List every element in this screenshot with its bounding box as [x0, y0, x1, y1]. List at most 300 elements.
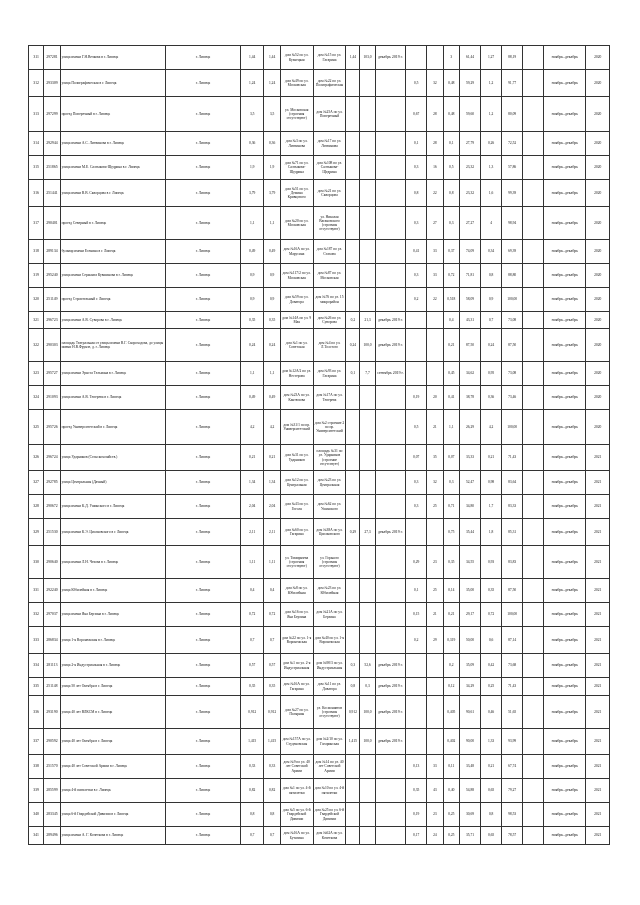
segment-start: дом №52 по ул. Кузнецкая	[280, 46, 313, 70]
city-name: г. Липецк	[166, 180, 241, 207]
repaired-length: 0,1	[346, 362, 360, 386]
blank-cell	[523, 70, 544, 97]
repaired-length	[346, 579, 360, 603]
length-target: 0,8	[481, 803, 502, 827]
table-row	[29, 627, 610, 654]
road-id-code: 297299	[44, 97, 60, 132]
planned-length: 0,15	[406, 603, 427, 627]
city-name: г. Липецк	[166, 312, 241, 329]
segment-start: дом №16А по ул. Бутягина	[280, 827, 313, 845]
length-target: 0,24	[481, 329, 502, 362]
street-name: улица 40 лет Советской Армии в г. Липецк	[60, 755, 165, 779]
planned-length: 0,3	[406, 495, 427, 519]
road-length: 0,24	[240, 329, 263, 362]
segment-end: дом №10 по ул. 4-й пятилетки	[313, 779, 346, 803]
segment-start: дом №31/1 по пр. Университетский	[280, 410, 313, 445]
segment-start: ул. Московская (строения отсутствуют)	[280, 97, 313, 132]
percent-normative: 27,27	[459, 207, 480, 240]
city-name: г. Липецк	[166, 132, 241, 156]
percent-target: 91,77	[502, 70, 523, 97]
blank-cell	[523, 312, 544, 329]
repaired-percent	[360, 156, 375, 180]
segment-start: ул. Тимирязева (строения отсутствуют)	[280, 546, 313, 579]
table-row	[29, 156, 610, 180]
road-length: 0,82	[240, 779, 263, 803]
road-id-code: 289496	[44, 827, 60, 845]
work-year: 2020	[586, 180, 610, 207]
repaired-percent: 52,6	[360, 654, 375, 678]
road-id-code: 297037	[44, 603, 60, 627]
planned-length	[406, 312, 427, 329]
row-number: 332	[29, 603, 44, 627]
road-length: 0,49	[240, 386, 263, 410]
blank-cell	[523, 579, 544, 603]
repaired-percent	[360, 495, 375, 519]
table-row	[29, 779, 610, 803]
city-name: г. Липецк	[166, 627, 241, 654]
percent-target: 83,83	[502, 546, 523, 579]
planned-length: 0,3	[406, 156, 427, 180]
percent-normative: 34,62	[459, 362, 480, 386]
road-id-code: 251570	[44, 755, 60, 779]
length-normative: 0,12	[443, 678, 459, 696]
percent-target: 100,00	[502, 288, 523, 312]
length-normative: 0,45	[443, 362, 459, 386]
table-row	[29, 180, 610, 207]
table-row	[29, 46, 610, 70]
work-year: 2021	[586, 827, 610, 845]
repaired-percent: 103,0	[360, 46, 375, 70]
percent-target: 57,86	[502, 156, 523, 180]
blank-cell	[523, 779, 544, 803]
planned-percent: 35	[427, 445, 443, 471]
percent-target: 72,52	[502, 132, 523, 156]
percent-normative: 35,00	[459, 579, 480, 603]
work-period: ноябрь–декабрь	[544, 678, 586, 696]
planned-percent: 21	[427, 410, 443, 445]
segment-end: дом №187 по ул. Стахова	[313, 240, 346, 264]
length-target: 0,6	[481, 627, 502, 654]
repaired-length: 0,912	[346, 696, 360, 729]
road-length-total: 0,33	[264, 755, 280, 779]
road-id-code: 296724	[44, 445, 60, 471]
percent-normative: 33,33	[459, 445, 480, 471]
segment-start: дом №5 по ул. 6-й Гвардейской Дивизии	[280, 803, 313, 827]
row-number: 313	[29, 97, 44, 132]
row-number: 325	[29, 410, 44, 445]
repaired-length: 1,44	[346, 46, 360, 70]
city-name: г. Липецк	[166, 288, 241, 312]
blank-cell	[523, 696, 544, 729]
road-length-total: 0,72	[264, 603, 280, 627]
percent-target: 73,08	[502, 362, 523, 386]
percent-target: 71,43	[502, 445, 523, 471]
repaired-length	[346, 70, 360, 97]
work-period: ноябрь–декабрь	[544, 779, 586, 803]
percent-target: 51,65	[502, 696, 523, 729]
planned-percent	[427, 678, 443, 696]
percent-target: 67,74	[502, 755, 523, 779]
repair-date	[375, 755, 405, 779]
planned-percent	[427, 46, 443, 70]
segment-start: дом №1 по ул. 4-й пятилетки	[280, 779, 313, 803]
planned-percent: 21	[427, 603, 443, 627]
segment-end: дом №108 по ул. Салтыкова-Щедрина	[313, 156, 346, 180]
blank-cell	[523, 329, 544, 362]
work-period: ноябрь–декабрь	[544, 445, 586, 471]
percent-normative: 34,80	[459, 495, 480, 519]
planned-percent: 25	[427, 495, 443, 519]
length-normative: 0,1	[443, 132, 459, 156]
length-normative: 0,21	[443, 329, 459, 362]
row-number: 328	[29, 495, 44, 519]
segment-start: дом №20 по ул. Московская	[280, 207, 313, 240]
work-year: 2020	[586, 312, 610, 329]
work-year: 2020	[586, 70, 610, 97]
percent-normative: 27,79	[459, 132, 480, 156]
road-length-total: 2,11	[264, 519, 280, 546]
work-year: 2021	[586, 495, 610, 519]
table-row	[29, 729, 610, 755]
percent-target: 88,80	[502, 264, 523, 288]
city-name: г. Липецк	[166, 696, 241, 729]
repair-date	[375, 546, 405, 579]
work-year: 2021	[586, 729, 610, 755]
planned-length: 0,07	[406, 445, 427, 471]
segment-start: дом №12 по ул. Центральная	[280, 471, 313, 495]
repaired-length: 0,24	[346, 329, 360, 362]
segment-start: дом №43 по ул. Гоголя	[280, 495, 313, 519]
work-period: ноябрь–декабрь	[544, 579, 586, 603]
percent-normative: 35,71	[459, 827, 480, 845]
road-length-total: 3,79	[264, 180, 280, 207]
city-name: г. Липецк	[166, 827, 241, 845]
repaired-length: 0,3	[346, 654, 360, 678]
road-id-code: 251148	[44, 678, 60, 696]
percent-target: 98,53	[502, 803, 523, 827]
planned-percent: 25	[427, 579, 443, 603]
street-name: проезд Строительный г. Липецк	[60, 288, 165, 312]
length-target: 0,36	[481, 386, 502, 410]
table-row	[29, 386, 610, 410]
work-period: ноябрь–декабрь	[544, 97, 586, 132]
road-length: 1,34	[240, 471, 263, 495]
road-length: 1,24	[240, 70, 263, 97]
repaired-percent	[360, 827, 375, 845]
planned-percent	[427, 654, 443, 678]
road-id-code: 290303	[44, 329, 60, 362]
road-length-total: 0,49	[264, 386, 280, 410]
segment-start: дом №1 по ул. Советская	[280, 329, 313, 362]
repaired-length	[346, 627, 360, 654]
planned-length: 0,3	[406, 207, 427, 240]
blank-cell	[523, 240, 544, 264]
planned-percent: 23	[427, 546, 443, 579]
blank-cell	[523, 519, 544, 546]
percent-target: 87,50	[502, 579, 523, 603]
repaired-percent	[360, 546, 375, 579]
city-name: г. Липецк	[166, 207, 241, 240]
table-row	[29, 410, 610, 445]
city-name: г. Липецк	[166, 70, 241, 97]
road-id-code: 293309	[44, 70, 60, 97]
segment-end: дом №2 строение 2 по пр. Университетский	[313, 410, 346, 445]
row-number: 330	[29, 546, 44, 579]
segment-end: дом №25А по ул. Поперечный	[313, 97, 346, 132]
repaired-percent	[360, 755, 375, 779]
street-name: улица 40 лет ВЛКСМ в г. Липецк	[60, 696, 165, 729]
road-length-total: 0,21	[264, 445, 280, 471]
segment-end: дом №38А по ул. Циолковского	[313, 519, 346, 546]
table-row	[29, 654, 610, 678]
row-number: 338	[29, 755, 44, 779]
table-row	[29, 696, 610, 729]
road-length-total: 1,24	[264, 70, 280, 97]
percent-target: 79,27	[502, 779, 523, 803]
table-row	[29, 362, 610, 386]
repaired-percent	[360, 410, 375, 445]
segment-end: дом №17А по ул. Теперева	[313, 386, 346, 410]
work-period: ноябрь–декабрь	[544, 471, 586, 495]
road-length-total: 0,7	[264, 827, 280, 845]
planned-length: 0,1	[406, 579, 427, 603]
road-length: 0,35	[240, 312, 263, 329]
segment-start: дом №9 по ул. 40 лет Советской Армии	[280, 755, 313, 779]
length-normative: 0,48	[443, 70, 459, 97]
length-target: 0,9	[481, 288, 502, 312]
length-normative: 0,35	[443, 546, 459, 579]
road-id-code: 297281	[44, 46, 60, 70]
length-target: 0,98	[481, 471, 502, 495]
length-target: 0,65	[481, 827, 502, 845]
row-number: 315	[29, 156, 44, 180]
length-target: 0,35	[481, 579, 502, 603]
row-number: 322	[29, 329, 44, 362]
percent-normative: 71,81	[459, 264, 480, 288]
repaired-percent: 100,0	[360, 729, 375, 755]
repaired-length	[346, 827, 360, 845]
planned-length	[406, 678, 427, 696]
work-year: 2020	[586, 288, 610, 312]
length-target: 1,6	[481, 180, 502, 207]
length-normative: 0,41	[443, 386, 459, 410]
street-name: проезд Поперечный в г. Липецк	[60, 97, 165, 132]
work-period: ноябрь–декабрь	[544, 654, 586, 678]
road-length-total: 1,11	[264, 546, 280, 579]
repaired-percent	[360, 240, 375, 264]
blank-cell	[523, 678, 544, 696]
planned-percent	[427, 312, 443, 329]
planned-percent: 32	[427, 471, 443, 495]
segment-start: дом №27 по ул. Полярная	[280, 696, 313, 729]
blank-cell	[523, 627, 544, 654]
percent-normative: 43,31	[459, 312, 480, 329]
road-length-total: 1,415	[264, 729, 280, 755]
road-id-code: 290672	[44, 495, 60, 519]
blank-cell	[523, 264, 544, 288]
road-length-total: 0,35	[264, 678, 280, 696]
road-length-total: 4,2	[264, 410, 280, 445]
row-number: 321	[29, 312, 44, 329]
city-name: г. Липецк	[166, 495, 241, 519]
length-target: 0,65	[481, 779, 502, 803]
blank-cell	[523, 46, 544, 70]
table-row	[29, 264, 610, 288]
length-target: 0,7	[481, 312, 502, 329]
repaired-percent	[360, 97, 375, 132]
row-number: 320	[29, 288, 44, 312]
percent-normative: 54,88	[459, 779, 480, 803]
row-number: 324	[29, 386, 44, 410]
percent-normative: 87,50	[459, 329, 480, 362]
planned-length	[406, 696, 427, 729]
length-target: 0,93	[481, 546, 502, 579]
segment-start: дом №16 по ул. Яна Берзина	[280, 603, 313, 627]
street-name: улица имени Л.Н. Чехова в г. Липецк	[60, 546, 165, 579]
repair-date	[375, 827, 405, 845]
planned-percent	[427, 519, 443, 546]
planned-percent: 20	[427, 386, 443, 410]
road-length: 1,415	[240, 729, 263, 755]
repaired-percent	[360, 471, 375, 495]
work-period: ноябрь–декабрь	[544, 240, 586, 264]
road-length: 0,33	[240, 755, 263, 779]
percent-normative: 74,09	[459, 240, 480, 264]
road-length: 0,4	[240, 579, 263, 603]
segment-end: дом №25 по ул. 6-й Гвардейской Дивизии	[313, 803, 346, 827]
blank-cell	[523, 654, 544, 678]
work-year: 2020	[586, 240, 610, 264]
length-target: 0,72	[481, 603, 502, 627]
table-row	[29, 579, 610, 603]
planned-length: 0,1	[406, 132, 427, 156]
repaired-percent	[360, 386, 375, 410]
length-normative: 0,518	[443, 288, 459, 312]
road-length-total: 1,1	[264, 207, 280, 240]
road-id-code: 292785	[44, 471, 60, 495]
work-period: ноябрь–декабрь	[544, 495, 586, 519]
segment-end: дом №62 по ул. Ушинского	[313, 495, 346, 519]
planned-percent: 29	[427, 627, 443, 654]
work-period: ноябрь–декабрь	[544, 46, 586, 70]
planned-length	[406, 329, 427, 362]
length-target: 1,27	[481, 46, 502, 70]
row-number: 331	[29, 579, 44, 603]
planned-length: 0,2	[406, 288, 427, 312]
work-period: ноябрь–декабрь	[544, 329, 586, 362]
street-name: улица имени Эрнста Тельмана в г. Липецк	[60, 362, 165, 386]
road-length: 2,04	[240, 495, 263, 519]
percent-target: 87,14	[502, 627, 523, 654]
table-row	[29, 445, 610, 471]
work-year: 2020	[586, 132, 610, 156]
road-id-code: 295727	[44, 362, 60, 386]
repaired-length	[346, 410, 360, 445]
planned-percent	[427, 696, 443, 729]
road-id-code: 295726	[44, 410, 60, 445]
road-id-code: 291093	[44, 386, 60, 410]
work-period: ноябрь–декабрь	[544, 312, 586, 329]
length-normative: 0,319	[443, 627, 459, 654]
blank-cell	[523, 729, 544, 755]
repair-date	[375, 495, 405, 519]
length-target: 1,3	[481, 156, 502, 180]
city-name: г. Липецк	[166, 579, 241, 603]
percent-normative: 30,69	[459, 803, 480, 827]
road-length-total: 0,36	[264, 132, 280, 156]
work-year: 2021	[586, 803, 610, 827]
road-length-total: 1,44	[264, 46, 280, 70]
planned-length	[406, 519, 427, 546]
road-registry-table	[28, 45, 610, 845]
road-length: 3,5	[240, 97, 263, 132]
work-year: 2021	[586, 696, 610, 729]
road-id-code: 292240	[44, 579, 60, 603]
blank-cell	[523, 495, 544, 519]
road-length: 0,9	[240, 288, 263, 312]
segment-end: дом №40 по ул. 1-я Воронежская	[313, 627, 346, 654]
repaired-percent	[360, 627, 375, 654]
city-name: г. Липецк	[166, 329, 241, 362]
repair-date: декабрь 2019 г.	[375, 696, 405, 729]
work-period: ноябрь–декабрь	[544, 627, 586, 654]
road-length: 2,11	[240, 519, 263, 546]
planned-length: 0,13	[406, 755, 427, 779]
blank-cell	[523, 827, 544, 845]
length-normative: 0,3	[443, 471, 459, 495]
planned-percent: 28	[427, 132, 443, 156]
work-period: ноябрь–декабрь	[544, 288, 586, 312]
road-length: 0,49	[240, 240, 263, 264]
row-number: 333	[29, 627, 44, 654]
road-length-total: 0,57	[264, 654, 280, 678]
blank-cell	[523, 288, 544, 312]
repaired-percent	[360, 288, 375, 312]
street-name: улица Юбилейная в г. Липецк	[60, 579, 165, 603]
repaired-length	[346, 495, 360, 519]
road-id-code: 292944	[44, 132, 60, 156]
road-length-total: 1,9	[264, 156, 280, 180]
city-name: г. Липецк	[166, 654, 241, 678]
percent-target: 100,00	[502, 603, 523, 627]
work-period: ноябрь–декабрь	[544, 132, 586, 156]
length-normative: 3	[443, 46, 459, 70]
planned-percent: 33	[427, 264, 443, 288]
percent-target: 87,50	[502, 329, 523, 362]
work-period: ноябрь–декабрь	[544, 156, 586, 180]
blank-cell	[523, 386, 544, 410]
street-name: улица 50 лет Октября в г. Липецк	[60, 678, 165, 696]
planned-length: 0,8	[406, 180, 427, 207]
segment-end: дом №23 по ул. Центральная	[313, 471, 346, 495]
planned-length: 0,29	[406, 546, 427, 579]
planned-length	[406, 362, 427, 386]
percent-normative: 50,00	[459, 627, 480, 654]
segment-start: дом №51 по ул. Демина Кривцового	[280, 180, 313, 207]
repaired-length	[346, 240, 360, 264]
length-target: 1,2	[481, 70, 502, 97]
work-year: 2021	[586, 755, 610, 779]
street-name: улица имени К.Д. Ушинского в г. Липецк	[60, 495, 165, 519]
work-year: 2021	[586, 579, 610, 603]
repaired-length	[346, 264, 360, 288]
table-row	[29, 240, 610, 264]
table-row	[29, 288, 610, 312]
street-name: улица Центральная (Дачный)	[60, 471, 165, 495]
city-name: г. Липецк	[166, 678, 241, 696]
table-row	[29, 329, 610, 362]
blank-cell	[523, 755, 544, 779]
